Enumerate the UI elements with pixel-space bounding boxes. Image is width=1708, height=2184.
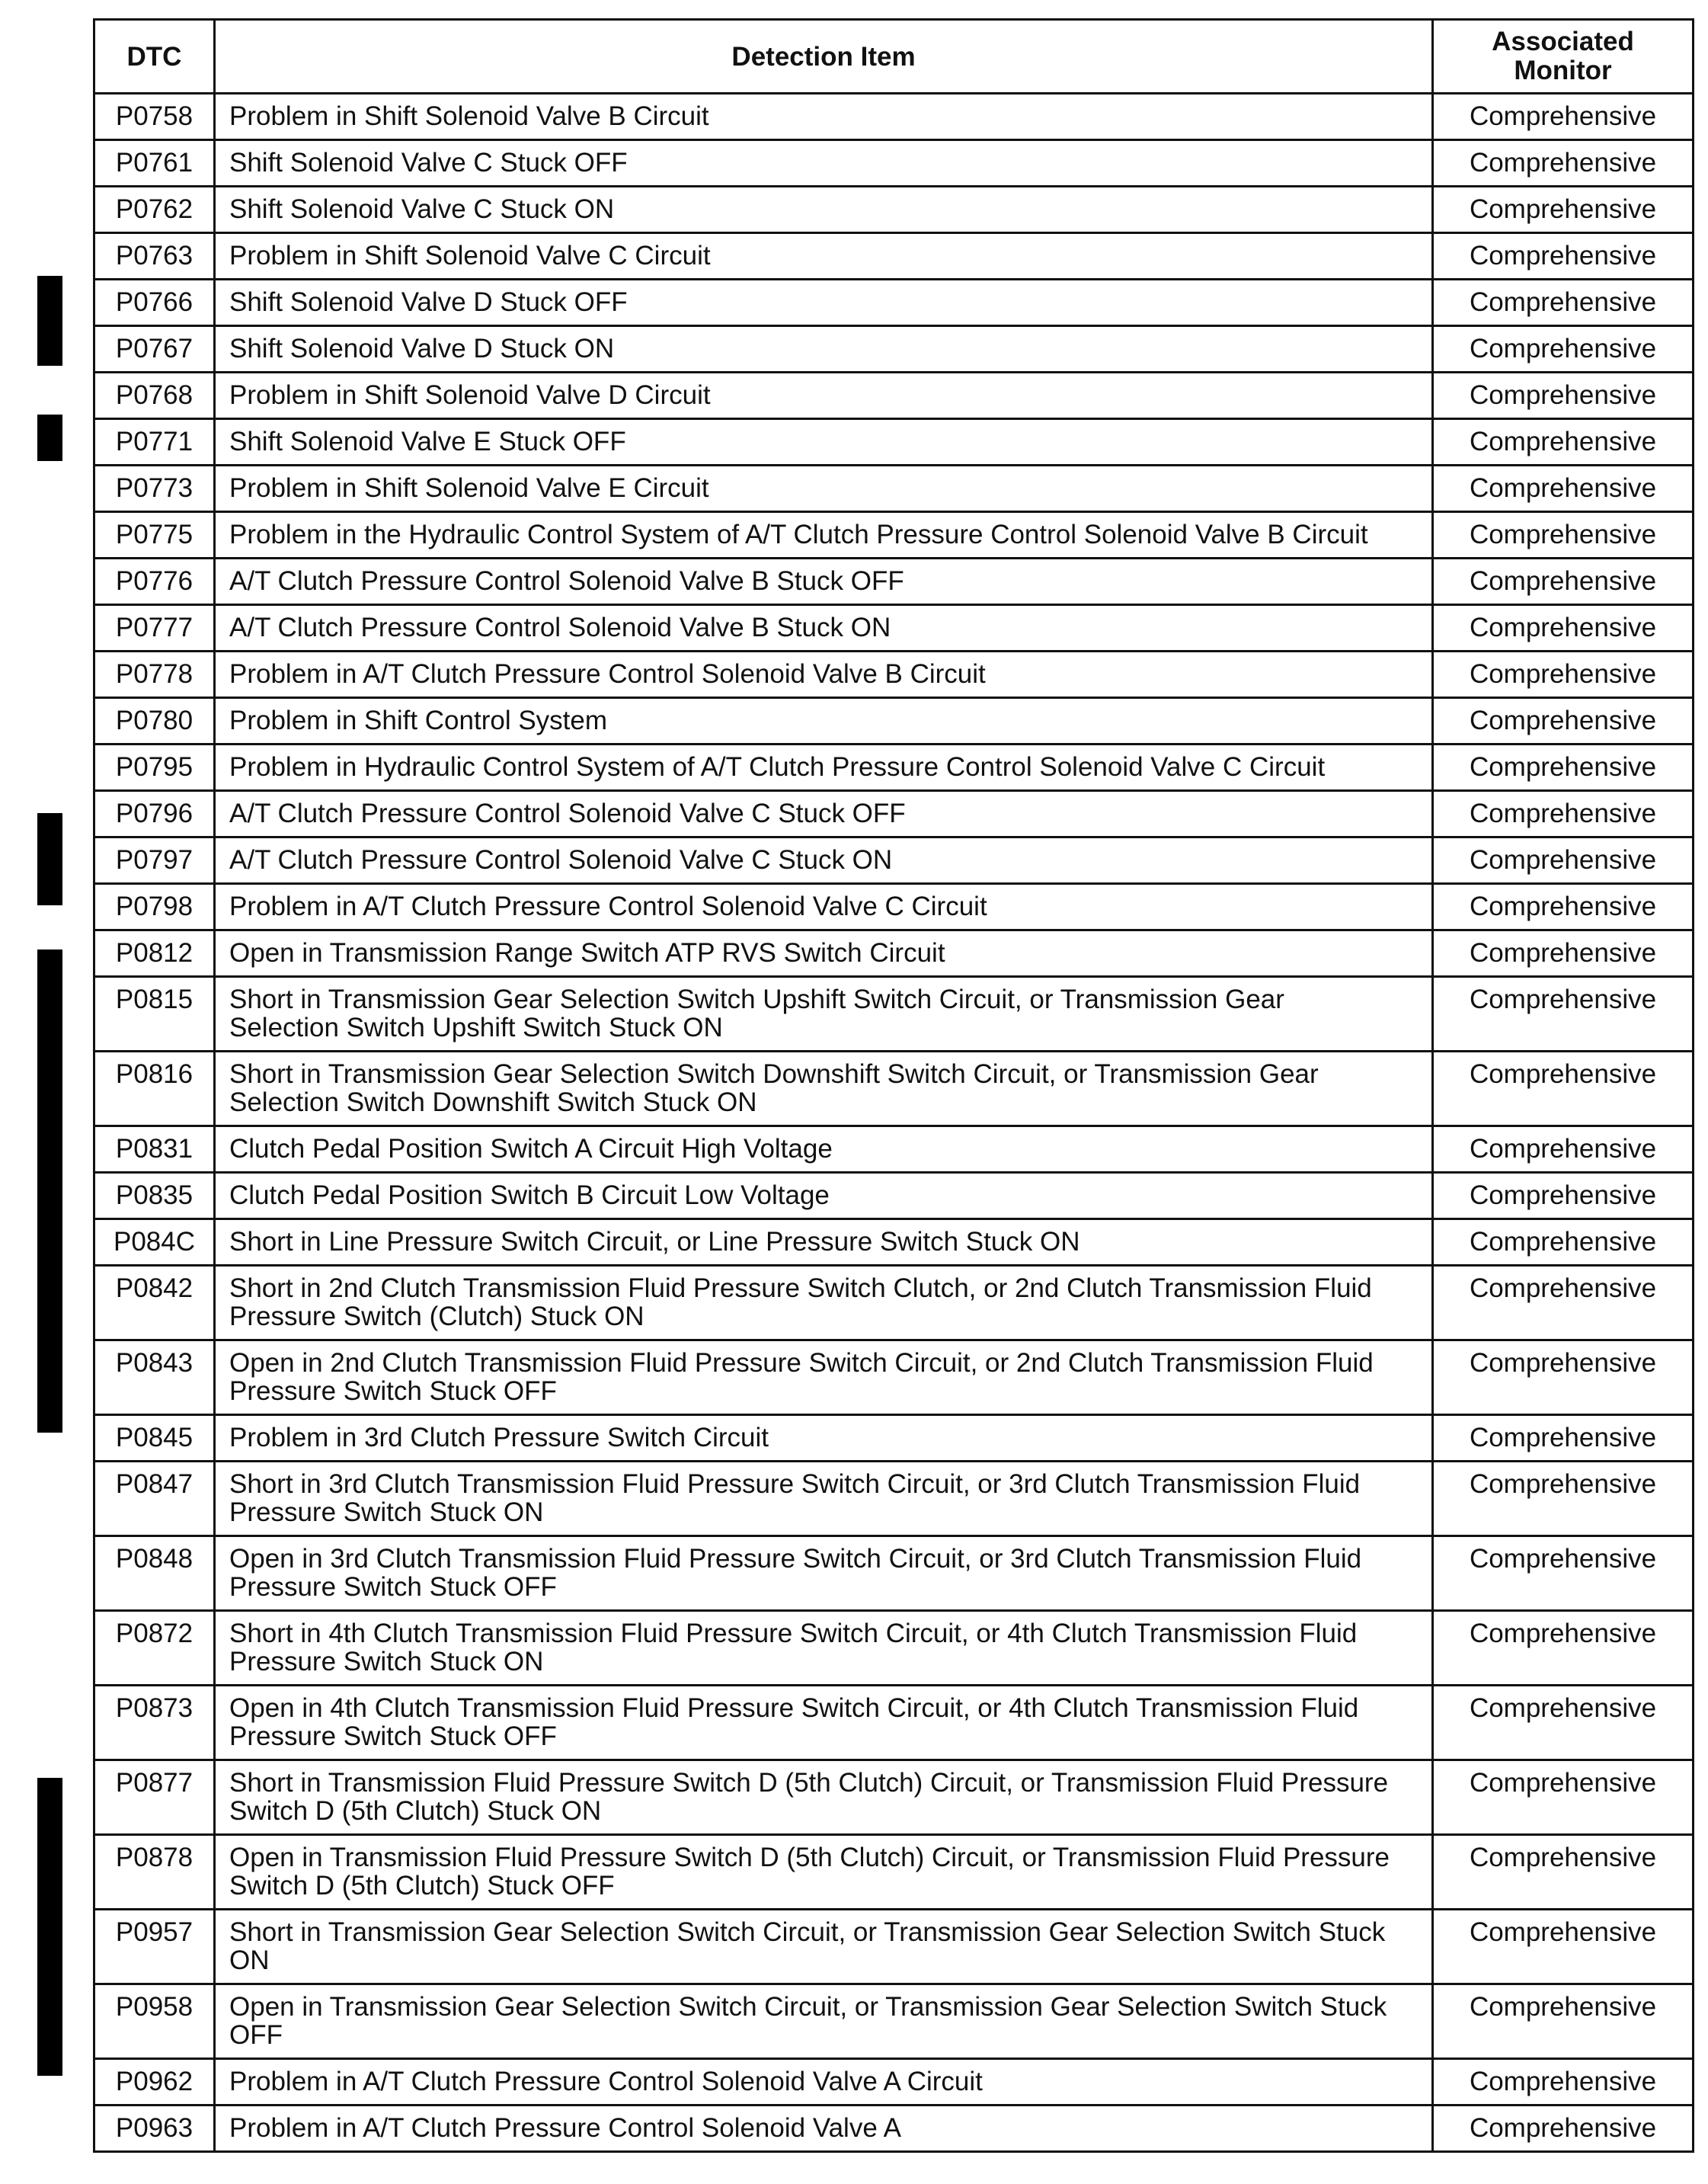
detection-item-cell: Clutch Pedal Position Switch A Circuit High Voltage — [215, 1126, 1433, 1173]
dtc-cell: P0775 — [94, 512, 215, 559]
dtc-cell: P0843 — [94, 1340, 215, 1415]
monitor-cell: Comprehensive — [1433, 1415, 1694, 1462]
table-row — [94, 1984, 1694, 2059]
table-row — [94, 1415, 1694, 1462]
dtc-cell: P0845 — [94, 1415, 215, 1462]
dtc-cell: P0877 — [94, 1760, 215, 1835]
monitor-cell: Comprehensive — [1433, 1052, 1694, 1126]
dtc-cell: P0767 — [94, 326, 215, 373]
detection-item-cell: Problem in Shift Solenoid Valve E Circuit — [215, 466, 1433, 512]
table-row — [94, 233, 1694, 280]
table-row — [94, 466, 1694, 512]
dtc-cell: P0812 — [94, 930, 215, 977]
detection-item-cell: Problem in A/T Clutch Pressure Control Solenoid Valve B Circuit — [215, 652, 1433, 698]
detection-item-cell: Short in Transmission Gear Selection Switch Upshift Switch Circuit, or Transmission Gear Selection Switch Upshift Switch Stuck ON — [215, 977, 1433, 1052]
monitor-cell: Comprehensive — [1433, 1126, 1694, 1173]
monitor-cell: Comprehensive — [1433, 2106, 1694, 2152]
dtc-cell: P0758 — [94, 94, 215, 140]
table-row — [94, 1219, 1694, 1266]
table-row — [94, 1173, 1694, 1219]
detection-item-cell: Open in 2nd Clutch Transmission Fluid Pressure Switch Circuit, or 2nd Clutch Transmission Fluid Pressure Switch Stuck OFF — [215, 1340, 1433, 1415]
dtc-cell: P0962 — [94, 2059, 215, 2106]
monitor-cell: Comprehensive — [1433, 605, 1694, 652]
table-row — [94, 140, 1694, 187]
dtc-cell: P0842 — [94, 1266, 215, 1340]
change-bar — [37, 1778, 62, 2076]
detection-item-cell: Open in Transmission Gear Selection Switch Circuit, or Transmission Gear Selection Switch Stuck OFF — [215, 1984, 1433, 2059]
dtc-cell: P0768 — [94, 373, 215, 419]
table-row — [94, 187, 1694, 233]
change-bar — [37, 949, 62, 1433]
table-row — [94, 1611, 1694, 1686]
dtc-cell: P0798 — [94, 884, 215, 930]
monitor-cell: Comprehensive — [1433, 512, 1694, 559]
monitor-cell: Comprehensive — [1433, 1686, 1694, 1760]
header-associated-monitor — [1433, 20, 1694, 94]
dtc-cell: P0847 — [94, 1462, 215, 1536]
detection-item-cell: Problem in Hydraulic Control System of A/T Clutch Pressure Control Solenoid Valve C Circuit — [215, 745, 1433, 791]
monitor-cell: Comprehensive — [1433, 419, 1694, 466]
dtc-cell: P0771 — [94, 419, 215, 466]
table-row — [94, 2059, 1694, 2106]
dtc-cell: P0815 — [94, 977, 215, 1052]
dtc-cell: P0835 — [94, 1173, 215, 1219]
detection-item-cell: Shift Solenoid Valve E Stuck OFF — [215, 419, 1433, 466]
monitor-cell: Comprehensive — [1433, 1984, 1694, 2059]
table-row — [94, 745, 1694, 791]
table-row — [94, 1462, 1694, 1536]
table-row — [94, 698, 1694, 745]
table-row — [94, 1910, 1694, 1984]
dtc-cell: P0958 — [94, 1984, 215, 2059]
table-row — [94, 652, 1694, 698]
monitor-cell: Comprehensive — [1433, 837, 1694, 884]
monitor-cell: Comprehensive — [1433, 466, 1694, 512]
monitor-cell: Comprehensive — [1433, 1536, 1694, 1611]
table-row — [94, 1340, 1694, 1415]
dtc-cell: P0795 — [94, 745, 215, 791]
table-row — [94, 512, 1694, 559]
table-row — [94, 1126, 1694, 1173]
table-row — [94, 2106, 1694, 2152]
detection-item-cell: Problem in the Hydraulic Control System of A/T Clutch Pressure Control Solenoid Valve B Circuit — [215, 512, 1433, 559]
monitor-cell: Comprehensive — [1433, 1835, 1694, 1910]
table-row — [94, 1536, 1694, 1611]
table-row — [94, 94, 1694, 140]
detection-item-cell: Problem in 3rd Clutch Pressure Switch Circuit — [215, 1415, 1433, 1462]
dtc-cell: P0762 — [94, 187, 215, 233]
dtc-cell: P0816 — [94, 1052, 215, 1126]
dtc-cell: P0963 — [94, 2106, 215, 2152]
dtc-cell: P0763 — [94, 233, 215, 280]
table-row — [94, 605, 1694, 652]
dtc-cell: P0766 — [94, 280, 215, 326]
table-row — [94, 419, 1694, 466]
detection-item-cell: A/T Clutch Pressure Control Solenoid Valve C Stuck ON — [215, 837, 1433, 884]
monitor-cell: Comprehensive — [1433, 187, 1694, 233]
detection-item-cell: Problem in A/T Clutch Pressure Control Solenoid Valve A — [215, 2106, 1433, 2152]
monitor-cell: Comprehensive — [1433, 1760, 1694, 1835]
monitor-cell: Comprehensive — [1433, 977, 1694, 1052]
detection-item-cell: Short in Transmission Gear Selection Switch Downshift Switch Circuit, or Transmission Gear Selection Switch Downshift Switch Stuck ON — [215, 1052, 1433, 1126]
table-row — [94, 930, 1694, 977]
monitor-cell: Comprehensive — [1433, 1611, 1694, 1686]
monitor-cell: Comprehensive — [1433, 140, 1694, 187]
detection-item-cell: Short in Transmission Fluid Pressure Switch D (5th Clutch) Circuit, or Transmission Fluid Pressure Switch D (5th Clutch) Stuck ON — [215, 1760, 1433, 1835]
monitor-cell: Comprehensive — [1433, 1266, 1694, 1340]
detection-item-cell: Shift Solenoid Valve D Stuck ON — [215, 326, 1433, 373]
monitor-cell: Comprehensive — [1433, 791, 1694, 837]
monitor-cell: Comprehensive — [1433, 2059, 1694, 2106]
monitor-cell: Comprehensive — [1433, 652, 1694, 698]
monitor-cell: Comprehensive — [1433, 1340, 1694, 1415]
table-row — [94, 1760, 1694, 1835]
table-row — [94, 837, 1694, 884]
monitor-cell: Comprehensive — [1433, 1910, 1694, 1984]
header-row — [94, 20, 1694, 94]
table-row — [94, 559, 1694, 605]
detection-item-cell: Short in 4th Clutch Transmission Fluid Pressure Switch Circuit, or 4th Clutch Transmission Fluid Pressure Switch Stuck ON — [215, 1611, 1433, 1686]
monitor-cell: Comprehensive — [1433, 698, 1694, 745]
detection-item-cell: Short in 3rd Clutch Transmission Fluid Pressure Switch Circuit, or 3rd Clutch Transmission Fluid Pressure Switch Stuck ON — [215, 1462, 1433, 1536]
dtc-table — [93, 18, 1694, 2153]
detection-item-cell: Shift Solenoid Valve C Stuck ON — [215, 187, 1433, 233]
monitor-cell: Comprehensive — [1433, 930, 1694, 977]
monitor-cell: Comprehensive — [1433, 745, 1694, 791]
table-row — [94, 326, 1694, 373]
header-detection-item: Detection Item — [215, 20, 1433, 94]
change-bar — [37, 813, 62, 905]
monitor-cell: Comprehensive — [1433, 1462, 1694, 1536]
dtc-cell: P0873 — [94, 1686, 215, 1760]
detection-item-cell: Open in Transmission Fluid Pressure Switch D (5th Clutch) Circuit, or Transmission Fluid Pressure Switch D (5th Clutch) Stuck OFF — [215, 1835, 1433, 1910]
detection-item-cell: A/T Clutch Pressure Control Solenoid Valve B Stuck OFF — [215, 559, 1433, 605]
detection-item-cell: Problem in Shift Solenoid Valve C Circuit — [215, 233, 1433, 280]
dtc-cell: P0797 — [94, 837, 215, 884]
monitor-cell: Comprehensive — [1433, 233, 1694, 280]
dtc-cell: P0796 — [94, 791, 215, 837]
detection-item-cell: Open in 4th Clutch Transmission Fluid Pressure Switch Circuit, or 4th Clutch Transmission Fluid Pressure Switch Stuck OFF — [215, 1686, 1433, 1760]
table-row — [94, 373, 1694, 419]
dtc-cell: P0777 — [94, 605, 215, 652]
dtc-cell: P0778 — [94, 652, 215, 698]
dtc-cell: P0780 — [94, 698, 215, 745]
dtc-cell: P0773 — [94, 466, 215, 512]
detection-item-cell: Short in Transmission Gear Selection Switch Circuit, or Transmission Gear Selection Switch Stuck ON — [215, 1910, 1433, 1984]
detection-item-cell: Shift Solenoid Valve C Stuck OFF — [215, 140, 1433, 187]
table-row — [94, 1686, 1694, 1760]
monitor-cell: Comprehensive — [1433, 373, 1694, 419]
header-monitor-line2: Monitor — [1514, 56, 1612, 85]
monitor-cell: Comprehensive — [1433, 1219, 1694, 1266]
detection-item-cell: Clutch Pedal Position Switch B Circuit Low Voltage — [215, 1173, 1433, 1219]
monitor-cell: Comprehensive — [1433, 280, 1694, 326]
dtc-cell: P0878 — [94, 1835, 215, 1910]
detection-item-cell: Problem in Shift Solenoid Valve B Circuit — [215, 94, 1433, 140]
detection-item-cell: Open in Transmission Range Switch ATP RVS Switch Circuit — [215, 930, 1433, 977]
dtc-cell: P0957 — [94, 1910, 215, 1984]
table-row — [94, 1835, 1694, 1910]
dtc-cell: P0831 — [94, 1126, 215, 1173]
detection-item-cell: Problem in A/T Clutch Pressure Control Solenoid Valve A Circuit — [215, 2059, 1433, 2106]
table-row — [94, 791, 1694, 837]
detection-item-cell: A/T Clutch Pressure Control Solenoid Valve B Stuck ON — [215, 605, 1433, 652]
detection-item-cell: Short in 2nd Clutch Transmission Fluid Pressure Switch Clutch, or 2nd Clutch Transmission Fluid Pressure Switch (Clutch) Stuck ON — [215, 1266, 1433, 1340]
detection-item-cell: Short in Line Pressure Switch Circuit, or Line Pressure Switch Stuck ON — [215, 1219, 1433, 1266]
detection-item-cell: Problem in Shift Solenoid Valve D Circuit — [215, 373, 1433, 419]
monitor-cell: Comprehensive — [1433, 326, 1694, 373]
detection-item-cell: Problem in Shift Control System — [215, 698, 1433, 745]
detection-item-cell: Open in 3rd Clutch Transmission Fluid Pressure Switch Circuit, or 3rd Clutch Transmission Fluid Pressure Switch Stuck OFF — [215, 1536, 1433, 1611]
table-row — [94, 977, 1694, 1052]
change-bar — [37, 276, 62, 366]
detection-item-cell: Problem in A/T Clutch Pressure Control Solenoid Valve C Circuit — [215, 884, 1433, 930]
monitor-cell: Comprehensive — [1433, 884, 1694, 930]
dtc-cell: P0776 — [94, 559, 215, 605]
table-row — [94, 1052, 1694, 1126]
dtc-cell: P0872 — [94, 1611, 215, 1686]
table-row — [94, 280, 1694, 326]
dtc-cell: P0848 — [94, 1536, 215, 1611]
detection-item-cell: A/T Clutch Pressure Control Solenoid Valve C Stuck OFF — [215, 791, 1433, 837]
header-monitor-line1: Associated — [1492, 27, 1634, 56]
change-bar — [37, 415, 62, 461]
table-row — [94, 1266, 1694, 1340]
table-row — [94, 884, 1694, 930]
detection-item-cell: Shift Solenoid Valve D Stuck OFF — [215, 280, 1433, 326]
monitor-cell: Comprehensive — [1433, 559, 1694, 605]
monitor-cell: Comprehensive — [1433, 94, 1694, 140]
header-dtc: DTC — [94, 20, 215, 94]
dtc-cell: P084C — [94, 1219, 215, 1266]
dtc-cell: P0761 — [94, 140, 215, 187]
monitor-cell: Comprehensive — [1433, 1173, 1694, 1219]
